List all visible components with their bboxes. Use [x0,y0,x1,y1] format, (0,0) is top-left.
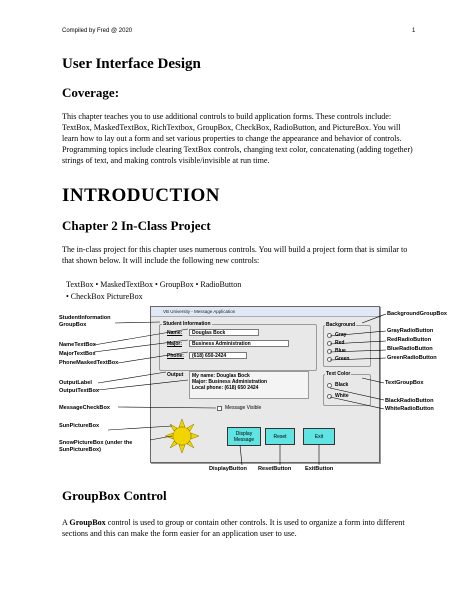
text-color-title: Text Color [326,371,351,377]
callout-white-radio: WhiteRadioButton [385,406,434,412]
groupbox-text-bold: GroupBox [69,518,106,527]
phone-label: Phone: [167,353,184,359]
page-title: User Interface Design [62,56,201,72]
callout-exit-button: ExitButton [305,466,334,472]
page-number: 1 [412,28,416,34]
project-paragraph: The in-class project for this chapter uses numerous controls. You will build a project form that is similar to that shown below. It will include the following new controls: [62,245,408,265]
callout-phone-masked: PhoneMaskedTextBox [59,360,119,366]
name-textbox[interactable]: Douglas Bock [189,329,259,336]
output-line-1: My name: Douglas Bock [192,373,250,379]
callout-snow-picturebox: SnowPictureBox (under the SunPictureBox) [59,440,133,453]
callout-red-radio: RedRadioButton [387,337,432,343]
phone-masked-textbox[interactable]: (618) 650-2424 [189,352,247,359]
groupbox-heading: GroupBox Control [62,488,167,503]
groupbox-paragraph [62,517,418,539]
student-info-title: Student Information [163,321,211,327]
callout-green-radio: GreenRadioButton [387,355,437,361]
groupbox-text-post: control is used to group or contain other controls. It is used to organize a form into different sections and this can make the form easier for an application user to use. [62,518,405,538]
coverage-heading: Coverage: [62,85,120,100]
display-button[interactable]: Display Message [227,427,261,446]
name-label: Name: [167,330,183,336]
white-radio-label: White [335,393,349,399]
window-title: VB University - Message Application [163,309,236,314]
callout-name-textbox: NameTextBox [59,342,96,348]
intro-heading: INTRODUCTION [62,185,221,206]
major-label: Major: [167,341,182,347]
output-line-3: Local phone: (618) 650 2424 [192,385,259,391]
controls-list-line2: • CheckBox PictureBox [66,292,143,301]
callout-display-button: DisplayButton [209,466,247,472]
controls-list-line1: TextBox • MaskedTextBox • GroupBox • RadioButton [66,280,242,289]
callout-black-radio: BlackRadioButton [385,398,434,404]
blue-radio-label: Blue [335,348,346,354]
callout-major-textbox: MajorTextBox [59,351,96,357]
callout-output-textbox: OutputTextBox [59,388,99,394]
reset-button[interactable]: Reset [265,428,295,445]
red-radio-label: Red [335,340,345,346]
gray-radio-label: Gray [335,332,347,338]
output-label: Output [167,372,184,378]
callout-output-label: OutputLabel [59,380,92,386]
callout-gray-radio: GrayRadioButton [387,328,434,334]
output-line-2: Major: Business Administration [192,379,268,385]
coverage-paragraph: This chapter teaches you to use additional controls to build application forms. These controls include: TextBox, MaskedTextBox, RichTextbox, GroupBox, CheckBox, RadioButton, and PictureBox. You will learn how to lay out a form and set various properties to change the appearance and behavior of controls. Programming topics include clearing TextBox controls, changing text color, concatenating (adding together) strings of text, and making controls visible/invisible at run time. [62,112,413,165]
chapter-heading: Chapter 2 In-Class Project [62,218,211,233]
callout-student-info: StudentInformation GroupBox [59,315,111,328]
message-checkbox-label: Message Visible [225,405,262,411]
callout-blue-radio: BlueRadioButton [387,346,433,352]
callout-message-checkbox: MessageCheckBox [59,405,110,411]
groupbox-text-pre: A [62,518,70,527]
callout-text-groupbox: TextGroupBox [385,380,424,386]
callout-background-groupbox: BackgroundGroupBox [387,311,447,317]
callout-reset-button: ResetButton [258,466,292,472]
background-title: Background [326,322,356,328]
header-compiled-by: Compiled by Fred @ 2020 [62,28,133,34]
green-radio-label: Green [335,356,350,362]
black-radio-label: Black [335,382,349,388]
callout-sun-picturebox: SunPictureBox [59,423,100,429]
major-textbox[interactable]: Business Administration [189,340,289,347]
exit-button[interactable]: Exit [303,428,335,445]
